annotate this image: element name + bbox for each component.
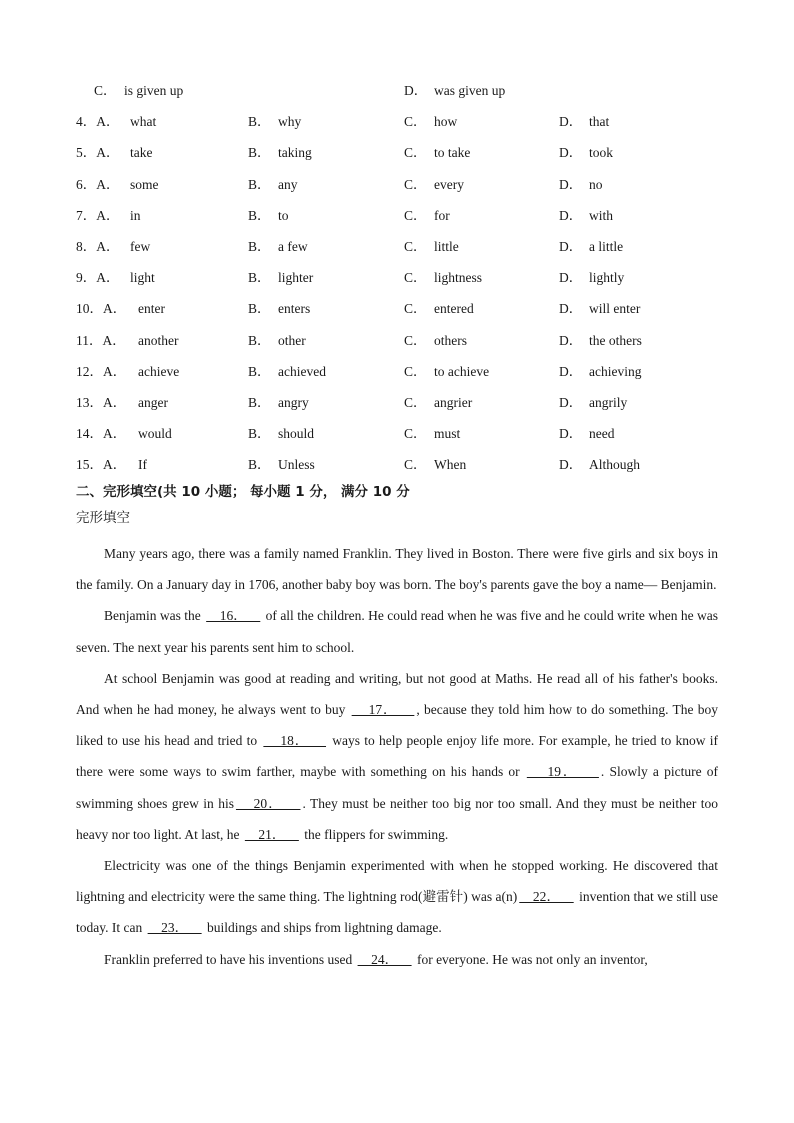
option-d: D． with	[559, 207, 614, 223]
option-a: 8．A． few	[76, 236, 150, 258]
question-number: 6．A．	[76, 176, 120, 192]
option-c: C． for	[404, 207, 450, 223]
option-b: B． enters	[248, 301, 311, 317]
option-b: B． any	[248, 176, 298, 192]
option-d: D． lightly	[559, 270, 625, 286]
options-row	[0, 330, 794, 361]
option-a: 15．A． If	[76, 454, 147, 476]
option-a: 12．A． achieve	[76, 361, 179, 383]
option-b: B． taking	[248, 145, 312, 161]
options-row	[0, 142, 794, 173]
option-c: C． must	[404, 426, 461, 442]
option-a: 9．A． light	[76, 267, 155, 289]
blank-24[interactable]: 24．	[357, 951, 412, 967]
option-a: 5．A． take	[76, 142, 153, 164]
question-number: 14．A．	[76, 426, 127, 442]
passage-paragraph-2: Benjamin was the 16． of all the children. He could read when he was five and he could write when he was seven. The next year his parents sent him to school.	[76, 608, 719, 655]
blank-20[interactable]: 20．	[235, 795, 301, 811]
option-c: C． to take	[404, 145, 471, 161]
option-a: 10．A． enter	[76, 298, 165, 320]
question-number: 10．A．	[76, 301, 127, 317]
blank-19[interactable]: 19．	[526, 764, 599, 780]
options-row	[0, 392, 794, 423]
passage-paragraph-4: Electricity was one of the things Benjamin experimented with when he stopped working. He discovered that lightning and electricity were the same thing. The lightning rod(避雷针) was a(n) 22． invention that we still use today. It can 23． buildings and ships from lightning damage.	[76, 858, 719, 936]
option-c: C． entered	[404, 301, 474, 317]
option-d: D． took	[559, 145, 614, 161]
section-subtitle: 完形填空	[76, 510, 130, 526]
option-c: C． how	[404, 114, 458, 130]
option-a: 13．A． anger	[76, 392, 168, 414]
blank-22[interactable]: 22．	[519, 889, 574, 905]
blank-16[interactable]: 16．	[206, 608, 261, 624]
option-d: D． no	[559, 176, 603, 192]
option-d: D． a little	[559, 238, 624, 254]
section-title: 二、完形填空(共 10 小题； 每小题 1 分， 满分 10 分	[76, 484, 410, 500]
options-row	[0, 298, 794, 329]
question-number: 15．A．	[76, 457, 127, 473]
options-row-3	[0, 80, 794, 111]
blank-21[interactable]: 21．	[244, 826, 299, 842]
option-b: B． achieved	[248, 363, 326, 379]
question-number: 8．A．	[76, 238, 120, 254]
options-row	[0, 454, 794, 485]
option-d: D． Although	[559, 457, 641, 473]
option-c: C． every	[404, 176, 464, 192]
question-number: 11．A．	[76, 332, 126, 348]
option-d: D． need	[559, 426, 615, 442]
question-number: 12．A．	[76, 363, 127, 379]
option-b: B． other	[248, 332, 306, 348]
options-list	[0, 80, 794, 485]
option-b: B． lighter	[248, 270, 314, 286]
blank-18[interactable]: 18．	[263, 733, 327, 749]
option-b: B． angry	[248, 394, 309, 410]
question-number: 7．A．	[76, 207, 120, 223]
option-a: 11．A． another	[76, 330, 178, 352]
option-d: D． achieving	[559, 363, 642, 379]
options-row	[0, 267, 794, 298]
question-number: 4．A．	[76, 114, 120, 130]
option-c: C． angrier	[404, 394, 473, 410]
option-b: B． should	[248, 426, 315, 442]
options-row	[0, 111, 794, 142]
option-c: C． to achieve	[404, 363, 490, 379]
options-row	[0, 423, 794, 454]
question-number: 9．A．	[76, 270, 120, 286]
option-d: D． angrily	[559, 394, 628, 410]
question-number: 5．A．	[76, 145, 120, 161]
option-b: B． why	[248, 114, 302, 130]
option-a: 14．A． would	[76, 423, 172, 445]
option-c: C． little	[404, 238, 459, 254]
option-c: C． When	[404, 457, 467, 473]
option-b: B． to	[248, 207, 289, 223]
option-d: D． was given up	[404, 83, 506, 98]
option-a: 7．A． in	[76, 205, 141, 227]
option-c: C． others	[404, 332, 467, 348]
options-row	[0, 174, 794, 205]
passage-paragraph-5: Franklin preferred to have his inventions used 24． for everyone. He was not only an inventor,	[104, 951, 648, 967]
option-d: D． will enter	[559, 301, 641, 317]
passage-paragraph-3: At school Benjamin was good at reading and writing, but not good at Maths. He read all of his father's books. And when he had money, he always went to buy 17． , because they told him how to do something. The boy liked to use his head and tried to 18． ways to help people enjoy life more. For example, he tried to know if there were some ways to swim farther, maybe with something on his hands or 19． . Slowly a picture of swimming shoes grew in his 20． . They must be neither too big nor too small. And they must be neither too heavy nor too light. At last, he 21． the flippers for swimming.	[76, 670, 719, 842]
option-d: D． the others	[559, 332, 642, 348]
options-row	[0, 236, 794, 267]
blank-17[interactable]: 17．	[351, 702, 415, 718]
blank-23[interactable]: 23．	[147, 920, 202, 936]
option-c: C． lightness	[404, 270, 483, 286]
option-a: 4．A． what	[76, 111, 156, 133]
option-c: C． is given up	[94, 83, 184, 98]
options-row	[0, 205, 794, 236]
option-d: D． that	[559, 114, 610, 130]
options-row	[0, 361, 794, 392]
option-b: B． a few	[248, 238, 308, 254]
question-number: 13．A．	[76, 394, 127, 410]
passage-paragraph-1: Many years ago, there was a family named Franklin. They lived in Boston. There were five girls and six boys in the family. On a January day in 1706, another baby boy was born. The boy's parents gave the boy a name— Benjamin.	[76, 546, 718, 593]
cloze-passage	[76, 538, 718, 975]
option-a: 6．A． some	[76, 174, 159, 196]
option-b: B． Unless	[248, 457, 315, 473]
